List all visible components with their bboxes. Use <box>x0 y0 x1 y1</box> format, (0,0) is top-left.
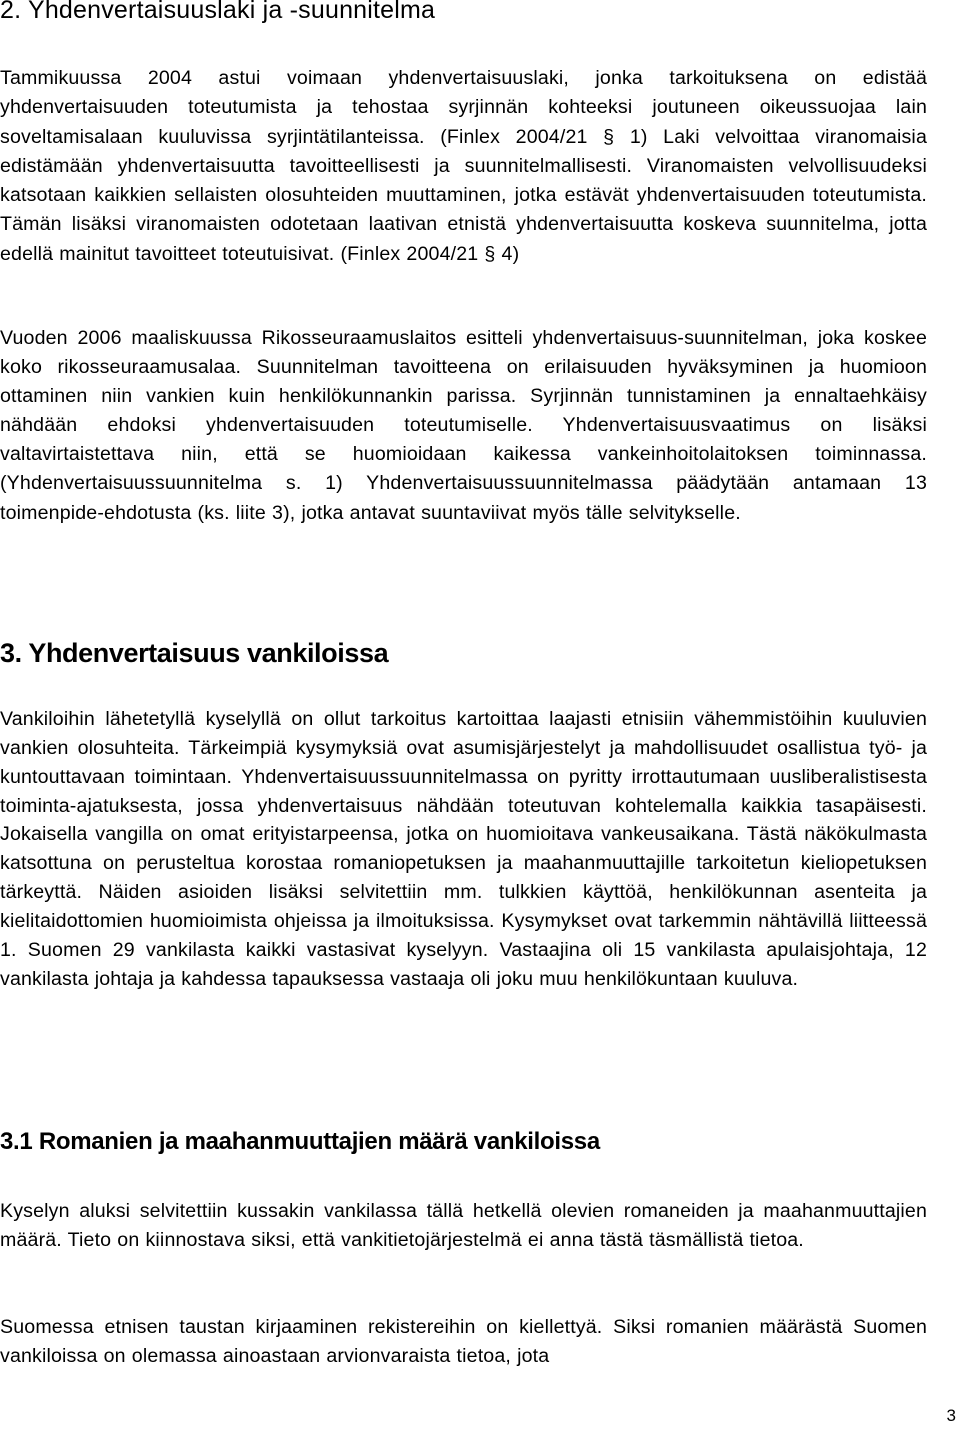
paragraph-vankiloihin-kysely: Vankiloihin lähetetyllä kyselyllä on ollut tarkoitus kartoittaa laajasti etnisiin vähemmistöihin kuuluvien vankien olosuhteita. Tärkeimpiä kysymyksiä ovat asumisjärjestelyt ja mahdollisuudet osallistua työ- ja kuntouttavaan toimintaan. Yhdenvertaisuussuunnitelmassa on pyritty irrottautumaan uusliberalistisesta toiminta-ajatuksesta, jossa yhdenvertaisuus nähdään toteutuvan kohtelemalla kaikkia tasapäisesti. Jokaisella vangilla on omat erityistarpeensa, jotka on huomioitava vankeusaikana. Tästä näkökulmasta katsottuna on perusteltua korostaa romaniopetuksen ja maahanmuuttajille tarkoitetun kieliopetuksen tärkeyttä. Näiden asioiden lisäksi selvitettiin mm. tulkkien käyttöä, henkilökunnan asenteita ja kielitaidottomien huomioimista ohjeissa ja ilmoituksissa. Kysymykset ovat tarkemmin nähtävillä liitteessä 1. Suomen 29 vankilasta kaikki vastasivat kyselyyn. Vastaajina oli 15 vankilasta apulaisjohtaja, 12 vankilasta johtaja ja kahdessa tapauksessa vastaaja oli joku muu henkilökuntaan kuuluva. <box>0 708 927 990</box>
paragraph-yhdenvertaisuussuunnitelma: Vuoden 2006 maaliskuussa Rikosseuraamuslaitos esitteli yhdenvertaisuus-suunnitelman, joka koskee koko rikosseuraamusalaa. Suunnitelman tavoitteena on erilaisuuden hyväksyminen ja huomioon ottaminen niin vankien kuin henkilökunnankin parissa. Syrjinnän tunnistaminen ja ennaltaehkäisy nähdään ehdoksi yhdenvertaisuuden toteutumiselle. Yhdenvertaisuusvaatimus on lisäksi valtavirtaistettava niin, että se huomioidaan kaikessa vankeinhoitolaitoksen toiminnassa. (Yhdenvertaisuussuunnitelma s. 1) Yhdenvertaisuussuunnitelmassa päädytään antamaan 13 toimenpide-ehdotusta (ks. liite 3), jotka antavat suuntaviivat myös tälle selvitykselle. <box>0 327 927 524</box>
section-heading-3-1: 3.1 Romanien ja maahanmuuttajien määrä vankiloissa <box>0 1128 600 1155</box>
paragraph-kyselyn-aluksi: Kyselyn aluksi selvitettiin kussakin vankilassa tällä hetkellä olevien romaneiden ja maahanmuuttajien määrä. Tieto on kiinnostava siksi, että vankitietojärjestelmä ei anna tästä täsmällistä tietoa. <box>0 1200 927 1252</box>
section-heading-2: 2. Yhdenvertaisuuslaki ja -suunnitelma <box>0 0 436 24</box>
paragraph-etninen-tausta: Suomessa etnisen taustan kirjaaminen rekistereihin on kiellettyä. Siksi romanien määrästä Suomen vankiloissa on olemassa ainoastaan arvionvaraista tietoa, jota <box>0 1316 927 1368</box>
paragraph-yhdenvertaisuuslaki: Tammikuussa 2004 astui voimaan yhdenvertaisuuslaki, jonka tarkoituksena on edistää yhdenvertaisuuden toteutumista ja tehostaa syrjinnän kohteeksi joutuneen oikeussuojaa lain soveltamisalaan kuuluvissa syrjintätilanteissa. (Finlex 2004/21 § 1) Laki velvoittaa viranomaisia edistämään yhdenvertaisuutta tavoitteellisesti ja suunnitelmallisesti. Viranomaisten velvollisuudeksi katsotaan kaikkien sellaisten olosuhteiden muuttaminen, jotka estävät yhdenvertaisuuden toteutumista. Tämän lisäksi viranomaisten odotetaan laativan etnistä yhdenvertaisuutta koskeva suunnitelma, jotta edellä mainitut tavoitteet toteutuisivat. (Finlex 2004/21 § 4) <box>0 67 927 265</box>
page-number: 3 <box>946 1406 956 1425</box>
section-heading-3: 3. Yhdenvertaisuus vankiloissa <box>0 638 389 668</box>
